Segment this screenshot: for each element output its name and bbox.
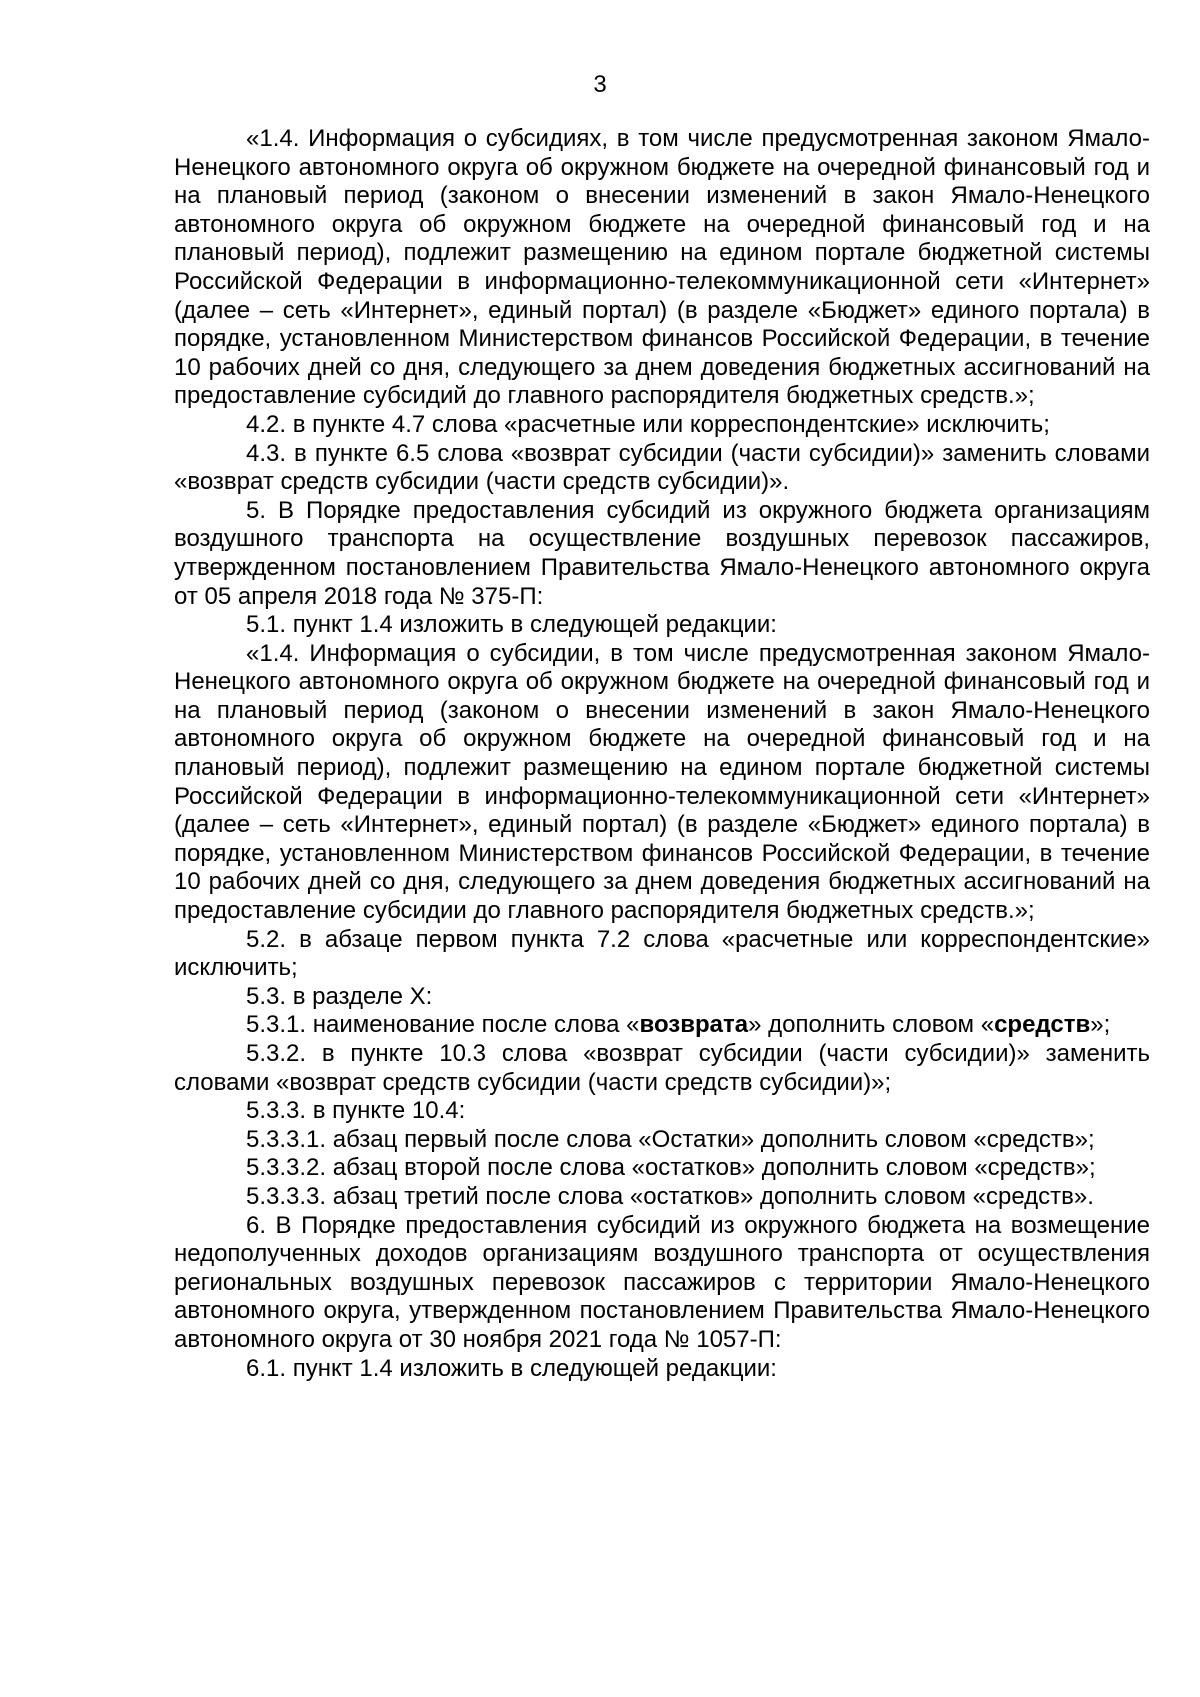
paragraph-5: 5. В Порядке предоставления субсидий из окружного бюджета организациям воздушного транспорта на осуществление воздушных перевозок пассажиров, утвержденном постановлением Правительства Ямало-Ненецкого автономного округа от 05 апреля 2018 года № 375-П:: [174, 496, 1150, 610]
paragraph-5-3: 5.3. в разделе X:: [246, 982, 433, 1010]
paragraph-5-2: 5.2. в абзаце первом пункта 7.2 слова «расчетные или корреспондентские» исключить;: [174, 925, 1150, 982]
paragraph-5-3-1-before: 5.3.1. наименование после слова «: [246, 1011, 640, 1039]
paragraph-5-3-3: 5.3.3. в пункте 10.4:: [246, 1097, 466, 1125]
paragraph-4-2: 4.2. в пункте 4.7 слова «расчетные или корреспондентские» исключить;: [246, 410, 1050, 438]
paragraph-4-3: 4.3. в пункте 6.5 слова «возврат субсидии (части субсидии)» заменить словами «возврат средств субсидии (части средств субсидии)».: [174, 439, 1150, 496]
paragraph-5-3-3-2: 5.3.3.2. абзац второй после слова «остатков» дополнить словом «средств»;: [246, 1154, 1096, 1182]
paragraph-5-3-3-1: 5.3.3.1. абзац первый после слова «Остатки» дополнить словом «средств»;: [246, 1125, 1095, 1153]
paragraph-1-4-subsidy: «1.4. Информация о субсидии, в том числе предусмотренная законом Ямало-Ненецкого автономного округа об окружном бюджете на очередной финансовый год и на плановый период (законом о внесении изменений в закон Ямало-Ненецкого автономного округа об окружном бюджете на очередной финансовый год и на плановый период), подлежит размещению на едином портале бюджетной системы Российской Федерации в информационно-телекоммуникационной сети «Интернет» (далее – сеть «Интернет», единый портал) (в разделе «Бюджет» единого портала) в порядке, установленном Министерством финансов Российской Федерации, в течение 10 рабочих дней со дня, следующего за днем доведения бюджетных ассигнований на предоставление субсидии до главного распорядителя бюджетных средств.»;: [174, 639, 1150, 925]
bold-word-vozvrata: возврата: [639, 1011, 749, 1039]
paragraph-5-3-3-3: 5.3.3.3. абзац третий после слова «остатков» дополнить словом «средств».: [246, 1182, 1094, 1210]
paragraph-5-1: 5.1. пункт 1.4 изложить в следующей редакции:: [246, 611, 777, 639]
paragraph-6-1: 6.1. пункт 1.4 изложить в следующей редакции:: [246, 1354, 777, 1382]
paragraph-5-3-2: 5.3.2. в пункте 10.3 слова «возврат субсидии (части субсидии)» заменить словами «возврат средств субсидии (части средств субсидии)»;: [174, 1040, 1150, 1096]
page-number: 3: [593, 71, 607, 98]
paragraph-6: 6. В Порядке предоставления субсидий из окружного бюджета на возмещение недополученных доходов организациям воздушного транспорта от осуществления региональных воздушных перевозок пассажиров с территории Ямало-Ненецкого автономного округа, утвержденном постановлением Правительства Ямало-Ненецкого автономного округа от 30 ноября 2021 года № 1057-П:: [174, 1211, 1150, 1353]
paragraph-5-3-1-middle: » дополнить словом «: [748, 1011, 995, 1039]
paragraph-1-4-subsidies: «1.4. Информация о субсидиях, в том числе предусмотренная законом Ямало-Ненецкого автономного округа об окружном бюджете на очередной финансовый год и на плановый период (законом о внесении изменений в закон Ямало-Ненецкого автономного округа об окружном бюджете на очередной финансовый год и на плановый период), подлежит размещению на едином портале бюджетной системы Российской Федерации в информационно-телекоммуникационной сети «Интернет» (далее – сеть «Интернет», единый портал) (в разделе «Бюджет» единого портала) в порядке, установленном Министерством финансов Российской Федерации, в течение 10 рабочих дней со дня, следующего за днем доведения бюджетных ассигнований на предоставление субсидий до главного распорядителя бюджетных средств.»;: [174, 125, 1150, 410]
bold-word-sredstv: средств: [994, 1011, 1091, 1039]
paragraph-5-3-1: [174, 1011, 1150, 1040]
document-body: [174, 125, 1150, 1383]
paragraph-5-3-1-after: »;: [1090, 1011, 1111, 1039]
